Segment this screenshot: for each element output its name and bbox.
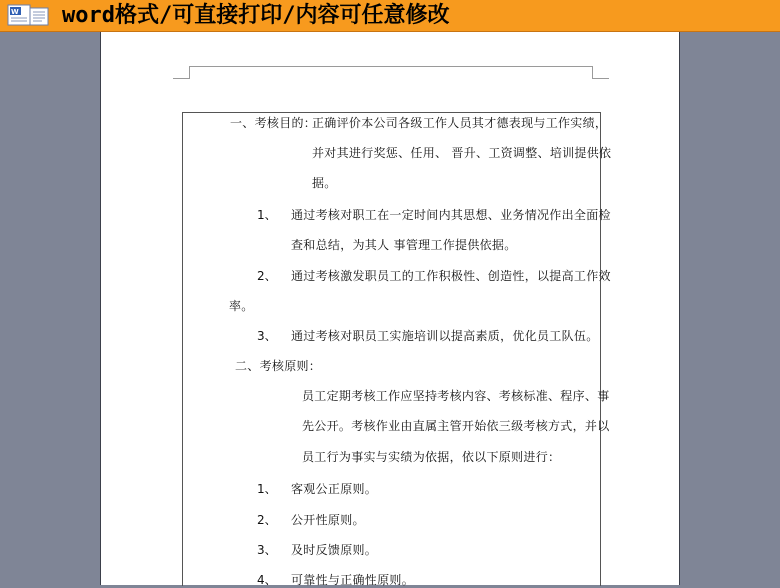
header-margin-rule — [189, 66, 592, 67]
header-margin-corner-right — [592, 66, 609, 79]
section2-item-4-number: 4、 — [257, 573, 277, 587]
section2-line-3: 员工行为事实与实绩为依据，依以下原则进行： — [302, 450, 561, 464]
banner — [0, 0, 780, 32]
word-document-icon — [4, 3, 52, 28]
section2-item-3-text: 及时反馈原则。 — [291, 543, 378, 557]
section1-line-3: 据。 — [312, 176, 337, 190]
document-page — [101, 32, 679, 585]
section1-item-3-number: 3、 — [257, 329, 277, 343]
section1-heading: 一、考核目的： — [230, 116, 317, 130]
section2-line-2: 先公开。考核作业由直属主管开始依三级考核方式，并以 — [302, 419, 610, 433]
text-area[interactable] — [182, 112, 612, 587]
section2-item-3-number: 3、 — [257, 543, 277, 557]
section2-item-4-text: 可靠性与正确性原则。 — [291, 573, 415, 587]
section1-item-3-line-1: 通过考核对职员工实施培训以提高素质，优化员工队伍。 — [291, 329, 599, 343]
svg-text:W: W — [11, 8, 19, 16]
section1-item-1-line-1: 通过考核对职工在一定时间内其思想、业务情况作出全面检 — [291, 208, 611, 222]
banner-title: word格式/可直接打印/内容可任意修改 — [62, 3, 450, 28]
section1-line-1: 正确评价本公司各级工作人员其才德表现与工作实绩， — [312, 116, 608, 130]
section2-item-2-number: 2、 — [257, 513, 277, 527]
section1-item-2-number: 2、 — [257, 269, 277, 283]
section2-line-1: 员工定期考核工作应坚持考核内容、考核标准、程序、事 — [302, 389, 610, 403]
section1-item-2-line-2: 率。 — [229, 299, 254, 313]
section2-item-2-text: 公开性原则。 — [291, 513, 365, 527]
section1-item-1-line-2: 查和总结，为其人 事管理工作提供依据。 — [291, 238, 517, 252]
header-margin-corner-left — [173, 66, 190, 79]
section2-item-1-text: 客观公正原则。 — [291, 482, 378, 496]
section2-item-1-number: 1、 — [257, 482, 277, 496]
section1-item-2-line-1: 通过考核激发职员工的工作积极性、创造性，以提高工作效 — [291, 269, 611, 283]
section2-heading: 二、考核原则： — [235, 359, 322, 373]
section1-line-2: 并对其进行奖惩、任用、 晋升、工资调整、培训提供依 — [312, 146, 612, 160]
section1-item-1-number: 1、 — [257, 208, 277, 222]
